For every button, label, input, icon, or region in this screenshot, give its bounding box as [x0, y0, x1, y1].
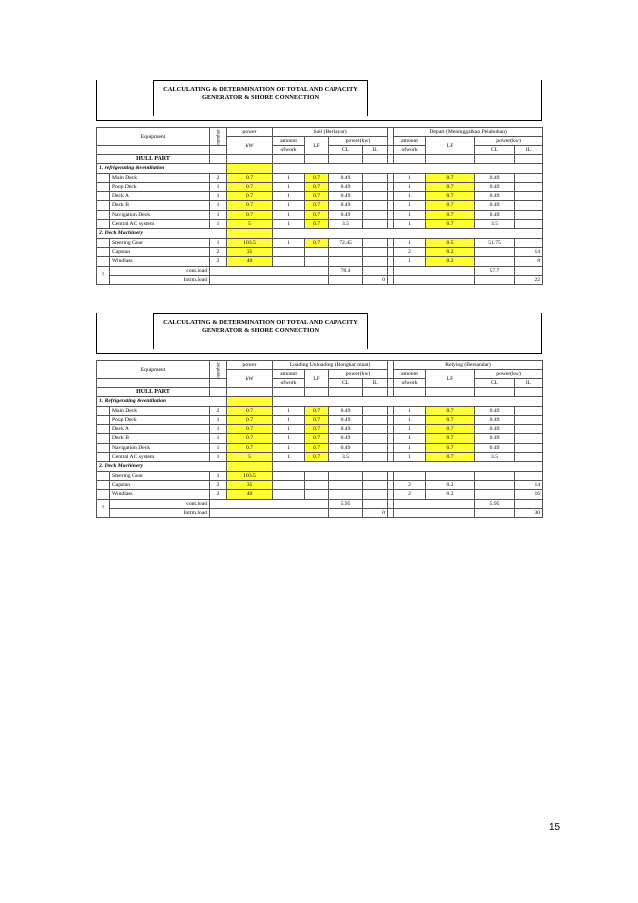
header-row: Equipment number power Sail (Berlayar) Depart (Meninggalkan Pelabuhan) [97, 128, 543, 137]
section-row: 2. Deck Machinery [97, 229, 543, 238]
table-row: Windlass 2 40 1 0.2 8 [97, 257, 543, 266]
table-row: Windlass 2 40 2 0.2 16 [97, 490, 543, 499]
load-table-1 [96, 80, 542, 285]
table-row: Main Deck 2 0.7 1 0.7 0.49 1 0.7 0.49 [97, 173, 543, 182]
table-title [153, 80, 368, 116]
table-title-area [96, 313, 542, 353]
table-row: Deck A 1 0.7 1 0.7 0.49 1 0.7 0.49 [97, 192, 543, 201]
load-table [96, 127, 543, 285]
page-number: 15 [549, 822, 561, 833]
spacer-row [96, 120, 542, 127]
intrm-load-row: Intrm.load 0 22 [97, 275, 543, 284]
table-row: Steering Gear 1 103.5 1 0.7 72.45 1 0.5 51.75 [97, 238, 543, 247]
table-row: Steering Gear 1 103.5 [97, 471, 543, 480]
table-row: Deck A 1 0.7 1 0.7 0.49 1 0.7 0.49 [97, 425, 543, 434]
title-line-2: GENERATOR & SHORE CONNECTION [201, 94, 320, 102]
hull-part-row: HULL PART [97, 155, 543, 164]
header-row: ofwork CL IL ofwork CL IL [97, 379, 543, 388]
header-row: kW amount LF power(kw) amount LF power(kw) [97, 370, 543, 379]
table-row: Main Deck 2 0.7 1 0.7 0.49 1 0.7 0.49 [97, 406, 543, 415]
table-row: Central AC system 1 5 1 0.7 3.5 1 0.7 3.5 [97, 220, 543, 229]
spacer-row [96, 353, 542, 360]
header-row: ofwork CL IL ofwork CL IL [97, 146, 543, 155]
table-row: Capstan 2 35 2 0.2 14 [97, 247, 543, 256]
intrm-load-row: Intrm.load 0 30 [97, 508, 543, 517]
load-table-2 [96, 313, 542, 518]
table-row: Navigation Deck 1 0.7 1 0.7 0.49 1 0.7 0.49 [97, 443, 543, 452]
table-row: Capstan 2 35 2 0.2 14 [97, 480, 543, 489]
table-row: Deck B 1 0.7 1 0.7 0.49 1 0.7 0.49 [97, 434, 543, 443]
section-row: 2. Deck Machinery [97, 462, 543, 471]
header-row: Equipment number power Loading Unloading (Bongkar muat) Relying (Bersandar) [97, 361, 543, 370]
load-table [96, 360, 543, 518]
number-header: number [216, 128, 222, 145]
table-row: Navigation Deck 1 0.7 1 0.7 0.49 1 0.7 0.49 [97, 210, 543, 219]
section-row: 1. Refrigerating &ventilation [97, 397, 543, 406]
cont-load-row: ? cont.load 5.95 5.95 [97, 499, 543, 508]
title-line-2: GENERATOR & SHORE CONNECTION [201, 327, 320, 335]
title-line-1: CALCULATING & DETERMINATION OF TOTAL AND CAPACITY [163, 86, 358, 93]
table-title-area [96, 80, 542, 120]
table-row: Poop Deck 1 0.7 1 0.7 0.49 1 0.7 0.49 [97, 182, 543, 191]
section-row: 1. refrigerating &ventilation [97, 164, 543, 173]
cont-load-row: ? cont.load 78.4 57.7 [97, 266, 543, 275]
table-row: Poop Deck 1 0.7 1 0.7 0.49 1 0.7 0.49 [97, 415, 543, 424]
hull-part-row: HULL PART [97, 388, 543, 397]
title-line-1: CALCULATING & DETERMINATION OF TOTAL AND CAPACITY [163, 319, 358, 326]
table-row: Deck B 1 0.7 1 0.7 0.49 1 0.7 0.49 [97, 201, 543, 210]
table-title [153, 313, 368, 349]
table-row: Central AC system 1 5 1 0.7 3.5 1 0.7 3.5 [97, 453, 543, 462]
number-header: number [216, 361, 222, 378]
header-row: kW amount LF power(kw) amount LF power(kw) [97, 137, 543, 146]
